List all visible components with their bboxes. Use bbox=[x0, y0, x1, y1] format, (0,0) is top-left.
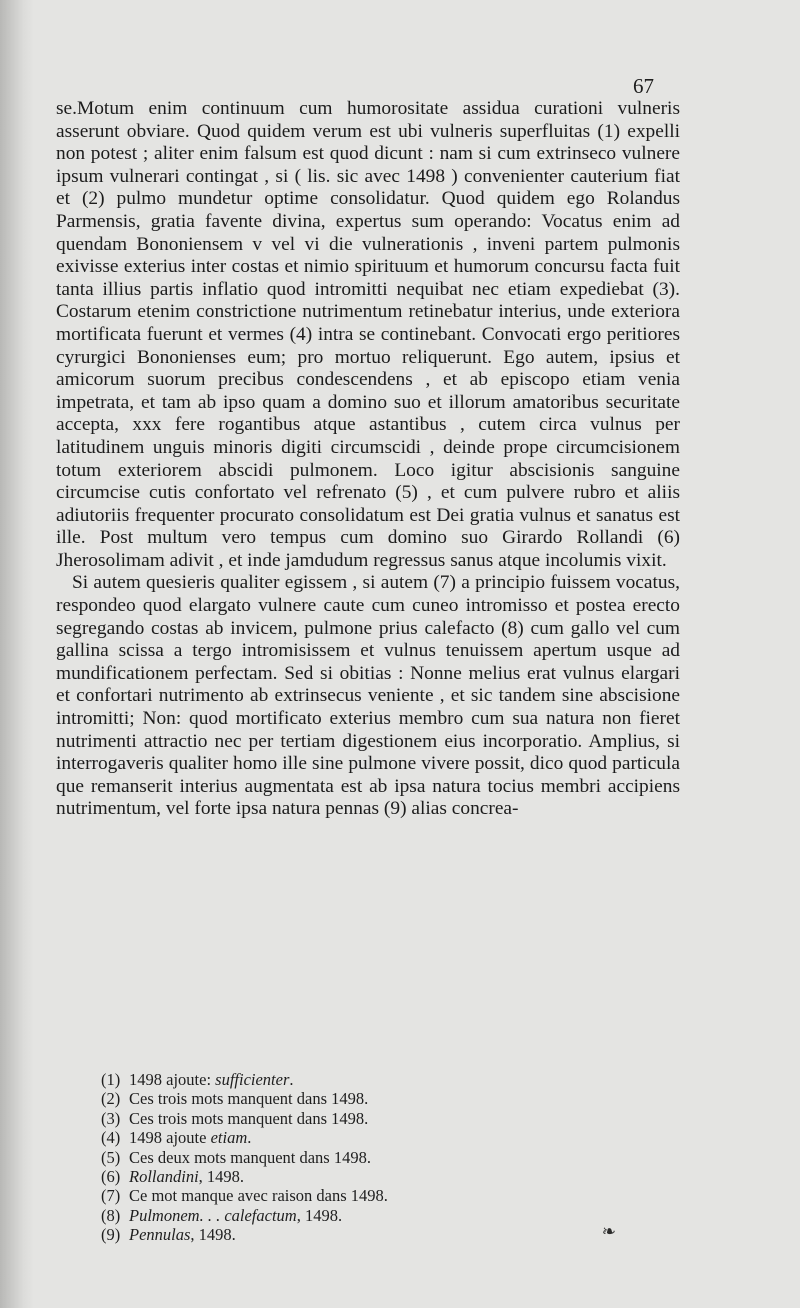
paragraph-1: se.Motum enim continuum cum humorositate assidua curationi vulneris asserunt obviare. Quod quidem verum est ubi vulneris superfluitas (1) expelli non potest ; aliter enim falsum est quod dicunt : nam si cum extrinseco vulnere ipsum vulnerari contingat , si ( lis. sic avec 1498 ) convenienter cauterium fiat et (2) pulmo mundetur optime consolidatur. Quod quidem ego Rolandus Parmensis, gratia favente divina, expertus sum operando: Vocatus enim ad quendam Bononiensem v vel vi die vulnerationis , inveni partem pulmonis exivisse exterius inter costas et nimio spirituum et humorum concursu facta fuit tanta illius partis inflatio quod intromitti nequibat nec etiam expediebat (3). Costarum etenim constrictione nutrimentum retinebatur interius, unde exteriora mortificata fuerunt et vermes (4) intra se continebant. Convocati ergo peritiores cyrurgici Bononienses eum; pro mortuo reliquerunt. Ego autem, ipsius et amicorum suorum precibus condescendens , et ab episcopo etiam venia impetrata, et tam ab ipso quam a domino suo et illorum amatoribus securitate accepta, xxx fere rogantibus atque astantibus , cutem circa vulnus per latitudinem unguis minoris digiti circumscidi , deinde prope circumcisionem totum exteriorem abscidi pulmonem. Loco igitur abscisionis sanguine circumcise cutis confortato vel refrenato (5) , et cum pulvere rubro et aliis adiutoriis frequenter procurato consolidatum est Dei gratia vulnus et sanatus est ille. Post multum vero tempus cum domino suo Girardo Rollandi (6) Jherosolimam adivit , et inde jamdudum regressus sanus atque incolumis vixit. bbox=[56, 98, 680, 571]
binding-shadow bbox=[0, 0, 34, 1308]
footnote: (5) Ces deux mots manquent dans 1498. bbox=[101, 1147, 371, 1167]
main-text bbox=[56, 98, 680, 821]
footnote: (9) Pennulas, 1498. bbox=[101, 1225, 236, 1245]
page-number: 67 bbox=[633, 74, 654, 98]
footnotes bbox=[101, 1070, 621, 1245]
paragraph-2: Si autem quesieris qualiter egissem , si autem (7) a principio fuissem vocatus, respondeo quod elargato vulnere caute cum cuneo intromisso et postea erecto segregando costas ab invicem, pulmone prius calefacto (8) cum gallo vel cum gallina scissa a tergo intromisissem et vulnus tenuissem apertum usque ad mundificationem perfectam. Sed si obitias : Nonne melius erat vulnus elargari et confortari nutrimento ab extrinsecus veniente , et sic tandem sine abscisione intromitti; Non: quod mortificato exterius membro cum sua natura non fieret nutrimenti attractio nec per tertiam digestionem eius incorporatio. Amplius, si interrogaveris qualiter homo ille sine pulmone vivere possit, dico quod particula que remanserit interius augmentata est ab ipsa natura tocius membri accipiens nutrimentum, vel forte ipsa natura pennas (9) alias concrea- bbox=[56, 572, 680, 820]
ornament-icon: ❧ bbox=[601, 1222, 616, 1242]
footnote: (3) Ces trois mots manquent dans 1498. bbox=[101, 1108, 369, 1128]
footnote: (4) 1498 ajoute etiam. bbox=[101, 1128, 252, 1148]
footnote: (1) 1498 ajoute: sufficienter. bbox=[101, 1070, 294, 1089]
footnote: (6) Rollandini, 1498. bbox=[101, 1167, 245, 1187]
footnote: (7) Ce mot manque avec raison dans 1498. bbox=[101, 1186, 388, 1206]
footnote: (2) Ces trois mots manquent dans 1498. bbox=[101, 1089, 369, 1109]
footnote: (8) Pulmonem. . . calefactum, 1498. bbox=[101, 1205, 343, 1225]
